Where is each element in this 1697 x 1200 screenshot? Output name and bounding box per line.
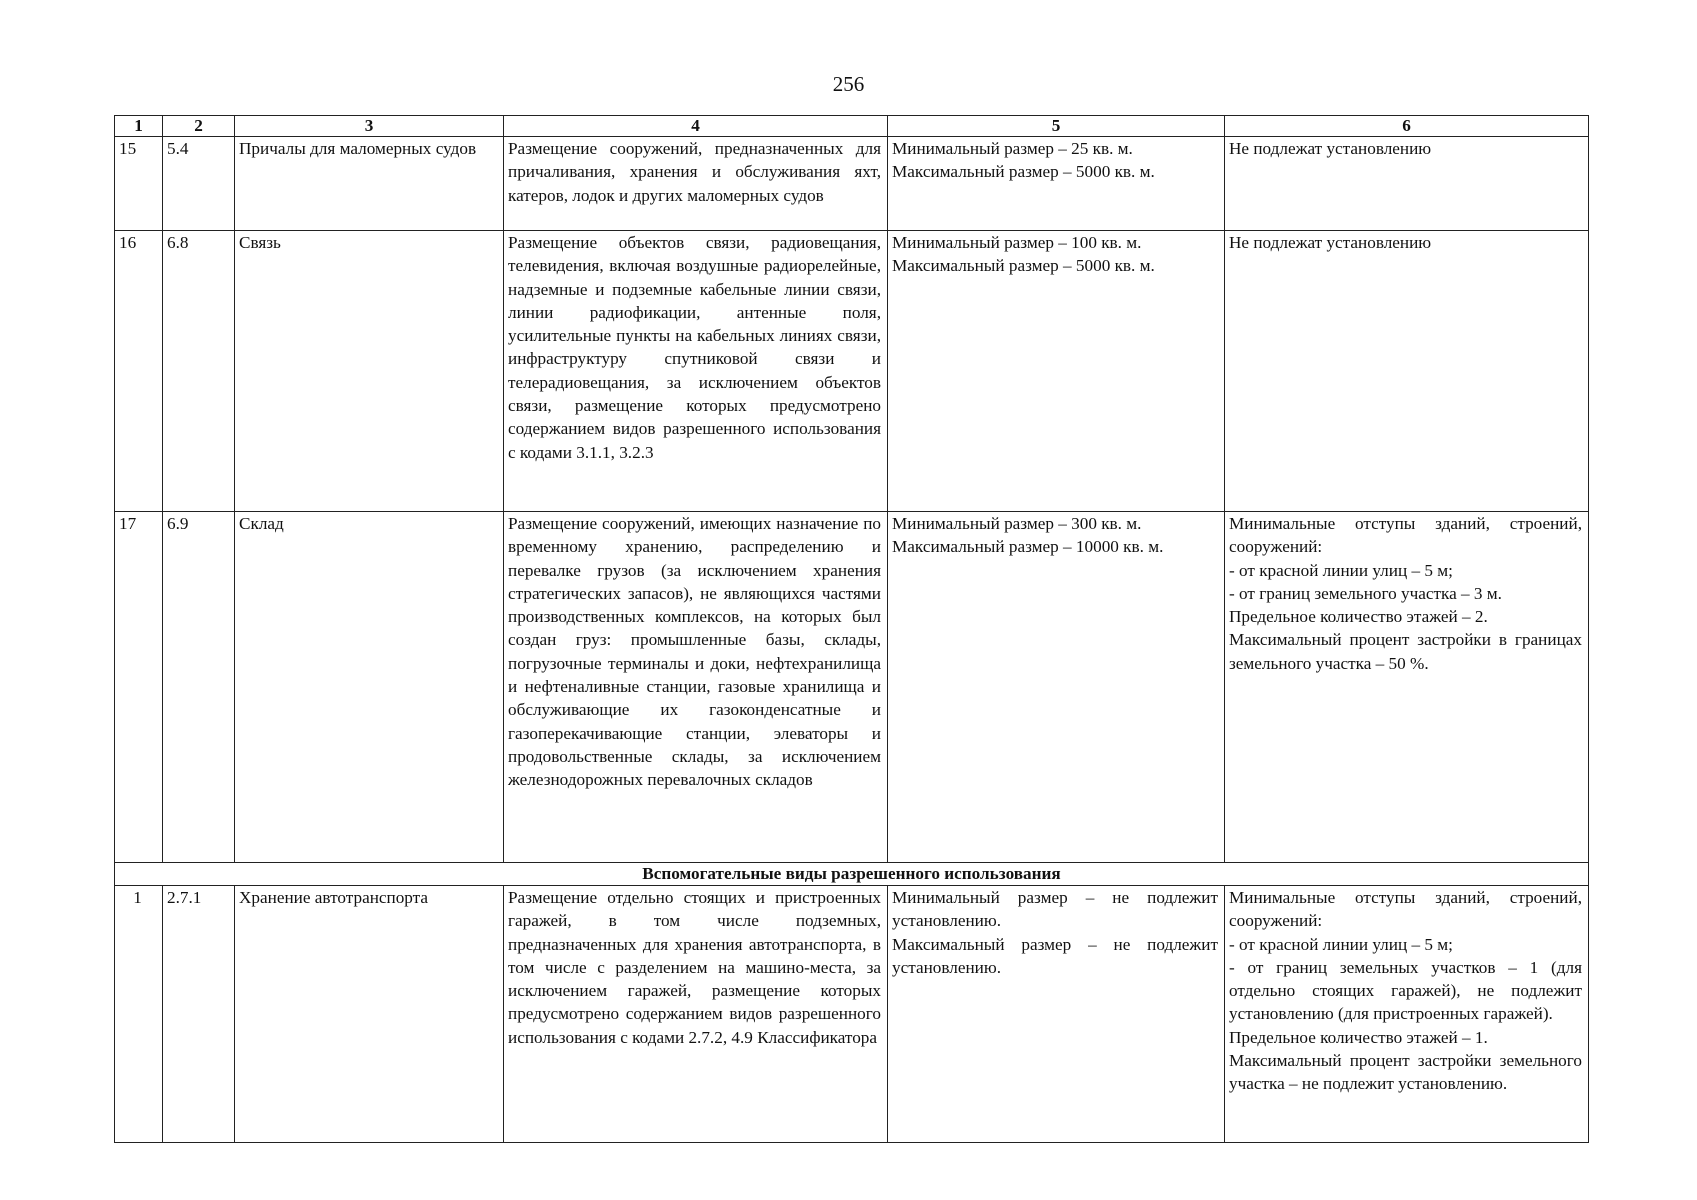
size-line: Минимальный размер – не подлежит установлению. [892, 888, 1218, 931]
section-title: Вспомогательные виды разрешенного использования [115, 863, 1589, 886]
size-line: Максимальный размер – 5000 кв. м. [892, 256, 1155, 276]
col-header-6: 6 [1225, 116, 1589, 137]
section-row [115, 863, 1589, 886]
size-line: Максимальный размер – не подлежит установлению. [892, 934, 1218, 977]
col-header-2: 2 [163, 116, 235, 137]
page-number: 256 [832, 72, 865, 96]
col-header-1: 1 [115, 116, 163, 137]
row-code: 6.8 [163, 231, 235, 512]
row-parameters [1225, 512, 1589, 863]
row-code: 5.4 [163, 137, 235, 231]
table-row [115, 512, 1589, 863]
land-use-table [114, 115, 1589, 1143]
row-number: 16 [115, 231, 163, 512]
row-description: Размещение сооружений, предназначенных для причаливания, хранения и обслуживания яхт, катеров, лодок и других маломерных судов [504, 137, 888, 231]
row-description: Размещение сооружений, имеющих назначение по временному хранению, распределению и перевалке грузов (за исключением хранения стратегических запасов), не являющихся частями производственных комплексов, на которых был создан груз: промышленные базы, склады, погрузочные терминалы и доки, нефтехранилища и нефтеналивные станции, газовые хранилища и обслуживающие их газоконденсатные и газоперекачивающие станции, элеваторы и продовольственные склады, за исключением железнодорожных перевалочных складов [504, 512, 888, 863]
param-line: - от границ земельных участков – 1 (для отдельно стоящих гаражей), не подлежит установлению (для пристроенных гаражей). [1229, 957, 1582, 1024]
col-header-3: 3 [235, 116, 504, 137]
header-row [115, 116, 1589, 137]
size-line: Минимальный размер – 100 кв. м. [892, 233, 1142, 252]
size-line: Минимальный размер – 25 кв. м. [892, 139, 1133, 158]
col-header-4: 4 [504, 116, 888, 137]
table-row [115, 886, 1589, 1143]
param-line: Минимальные отступы зданий, строений, сооружений: [1229, 514, 1582, 557]
row-number: 15 [115, 137, 163, 231]
row-plot-size [888, 512, 1225, 863]
param-line: Минимальные отступы зданий, строений, сооружений: [1229, 888, 1582, 931]
param-line: Предельное количество этажей – 2. [1229, 607, 1488, 627]
param-line: Предельное количество этажей – 1. [1229, 1027, 1488, 1047]
param-line: Не подлежат установлению [1229, 139, 1432, 158]
col-header-5: 5 [888, 116, 1225, 137]
row-parameters [1225, 886, 1589, 1143]
row-description: Размещение отдельно стоящих и пристроенных гаражей, в том числе подземных, предназначенных для хранения автотранспорта, в том числе с разделением на машино-места, за исключением гаражей, размещение которых предусмотрено содержанием видов разрешенного использования с кодами 2.7.2, 4.9 Классификатора [504, 886, 888, 1143]
param-line: - от красной линии улиц – 5 м; [1229, 934, 1453, 954]
size-line: Максимальный размер – 5000 кв. м. [892, 162, 1155, 182]
row-description: Размещение объектов связи, радиовещания, телевидения, включая воздушные радиорелейные, надземные и подземные кабельные линии связи, линии радиофикации, антенные поля, усилительные пункты на кабельных линиях связи, инфраструктуру спутниковой связи и телерадиовещания, за исключением объектов связи, размещение которых предусмотрено содержанием видов разрешенного использования с кодами 3.1.1, 3.2.3 [504, 231, 888, 512]
param-line: - от границ земельного участка – 3 м. [1229, 583, 1502, 603]
row-plot-size [888, 137, 1225, 231]
size-line: Минимальный размер – 300 кв. м. [892, 514, 1142, 533]
row-plot-size [888, 886, 1225, 1143]
row-code: 6.9 [163, 512, 235, 863]
row-use-name: Хранение автотранспорта [235, 886, 504, 1143]
table-row [115, 137, 1589, 231]
row-use-name: Связь [235, 231, 504, 512]
row-number: 1 [115, 886, 163, 1143]
row-parameters [1225, 231, 1589, 512]
row-use-name: Склад [235, 512, 504, 863]
param-line: Максимальный процент застройки в границах земельного участка – 50 %. [1229, 630, 1582, 673]
param-line: Максимальный процент застройки земельного участка – не подлежит установлению. [1229, 1051, 1582, 1094]
row-number: 17 [115, 512, 163, 863]
size-line: Максимальный размер – 10000 кв. м. [892, 537, 1164, 557]
param-line: Не подлежат установлению [1229, 233, 1432, 252]
row-code: 2.7.1 [163, 886, 235, 1143]
row-plot-size [888, 231, 1225, 512]
table-row [115, 231, 1589, 512]
row-use-name: Причалы для маломерных судов [235, 137, 504, 231]
param-line: - от красной линии улиц – 5 м; [1229, 560, 1453, 580]
row-parameters [1225, 137, 1589, 231]
